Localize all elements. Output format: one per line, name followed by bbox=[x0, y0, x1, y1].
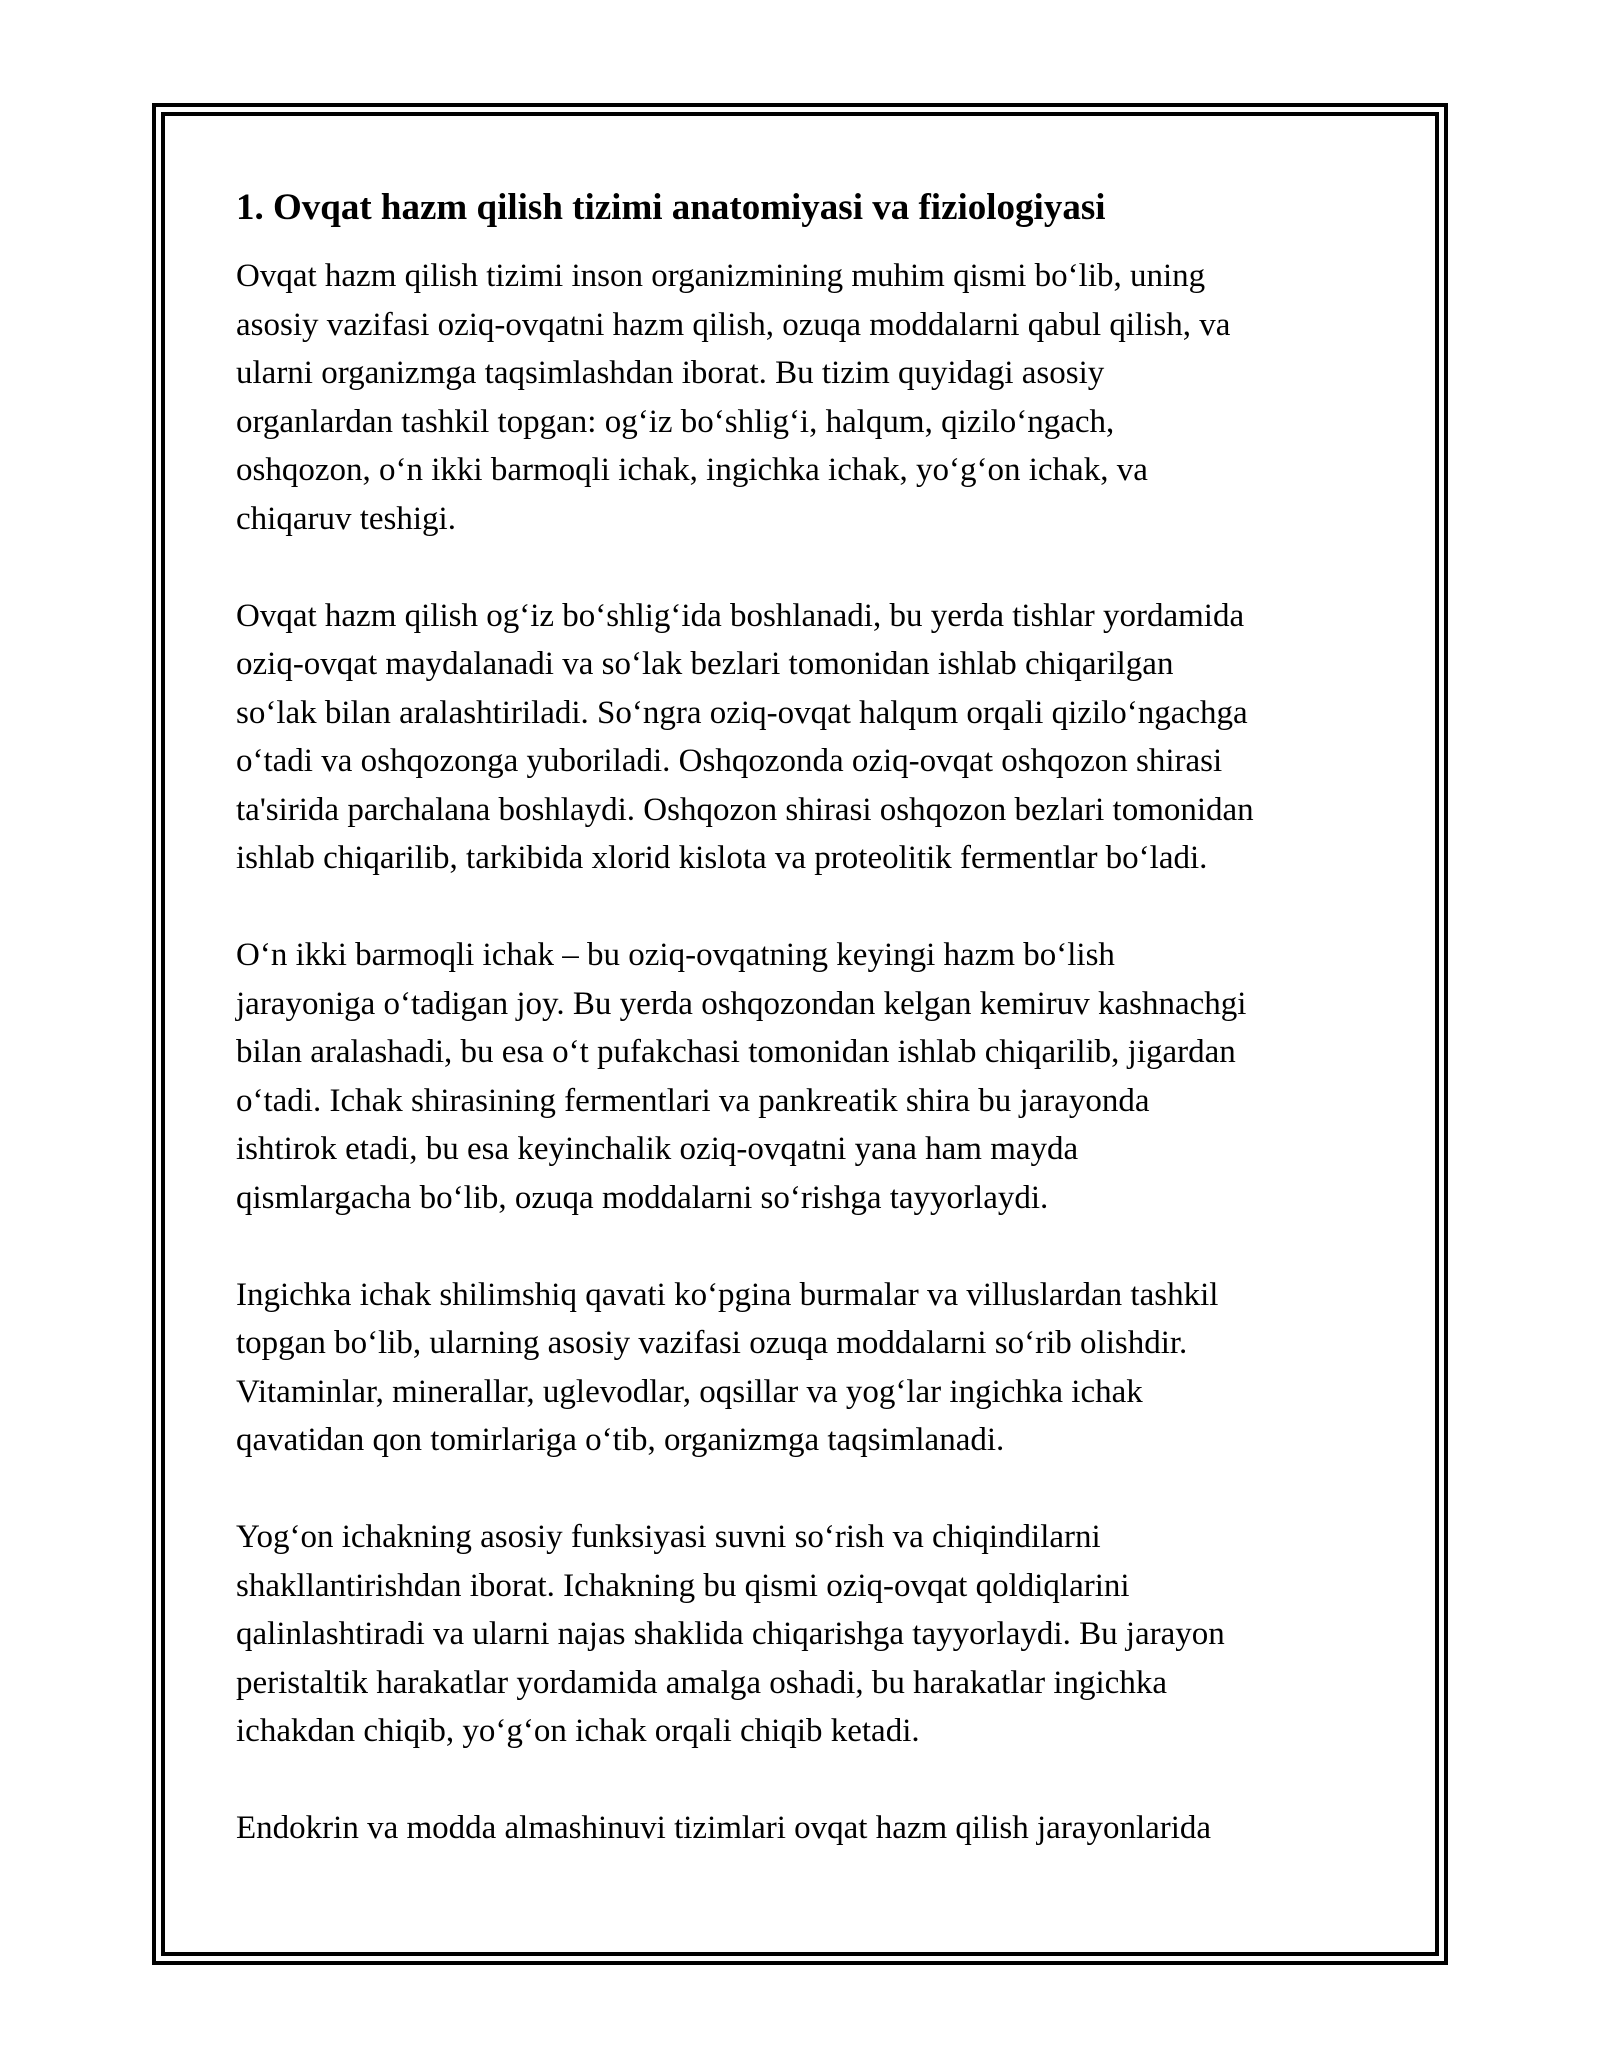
text-line: Ingichka ichak shilimshiq qavati ko‘pgina burmalar va villuslardan tashkil bbox=[236, 1276, 1219, 1313]
text-line: Vitaminlar, minerallar, uglevodlar, oqsillar va yog‘lar ingichka ichak bbox=[236, 1373, 1143, 1410]
text-line: ta'sirida parchalana boshlaydi. Oshqozon shirasi oshqozon bezlari tomonidan bbox=[236, 791, 1254, 828]
paragraph-3 bbox=[236, 931, 1386, 1222]
text-line: Endokrin va modda almashinuvi tizimlari ovqat hazm qilish jarayonlarida bbox=[236, 1810, 1212, 1846]
section-heading: 1. Ovqat hazm qilish tizimi anatomiyasi va fiziologiyasi bbox=[236, 187, 1106, 228]
text-line: o‘tadi. Ichak shirasining fermentlari va pankreatik shira bu jarayonda bbox=[236, 1082, 1150, 1119]
text-line: asosiy vazifasi oziq-ovqatni hazm qilish, ozuqa moddalarni qabul qilish, va bbox=[236, 306, 1231, 343]
paragraph-1 bbox=[236, 252, 1386, 543]
text-line: bilan aralashadi, bu esa o‘t pufakchasi tomonidan ishlab chiqarilib, jigardan bbox=[236, 1034, 1236, 1070]
text-line: ularni organizmga taqsimlashdan iborat. Bu tizim quyidagi asosiy bbox=[236, 355, 1105, 391]
document-body bbox=[236, 186, 1386, 1901]
text-line: peristaltik harakatlar yordamida amalga oshadi, bu harakatlar ingichka bbox=[236, 1664, 1167, 1701]
text-line: chiqaruv teshigi. bbox=[236, 500, 456, 537]
text-line: jarayoniga o‘tadigan joy. Bu yerda oshqozondan kelgan kemiruv kashnachgi bbox=[236, 985, 1247, 1022]
text-line: Ovqat hazm qilish tizimi inson organizmining muhim qismi bo‘lib, uning bbox=[236, 258, 1206, 294]
text-line: qismlargacha bo‘lib, ozuqa moddalarni so‘rishga tayyorlaydi. bbox=[236, 1179, 1049, 1216]
text-line: qavatidan qon tomirlariga o‘tib, organizmga taqsimlanadi. bbox=[236, 1422, 1005, 1458]
text-line: topgan bo‘lib, ularning asosiy vazifasi ozuqa moddalarni so‘rib olishdir. bbox=[236, 1325, 1188, 1361]
text-line: O‘n ikki barmoqli ichak – bu oziq-ovqatning keyingi hazm bo‘lish bbox=[236, 937, 1115, 973]
text-line: oziq-ovqat maydalanadi va so‘lak bezlari tomonidan ishlab chiqarilgan bbox=[236, 646, 1174, 682]
text-line: ichakdan chiqib, yo‘g‘on ichak orqali chiqib ketadi. bbox=[236, 1713, 920, 1749]
text-line: shakllantirishdan iborat. Ichakning bu qismi oziq-ovqat qoldiqlarini bbox=[236, 1567, 1130, 1604]
text-line: ishtirok etadi, bu esa keyinchalik oziq-ovqatni yana ham mayda bbox=[236, 1131, 1079, 1167]
text-line: Ovqat hazm qilish og‘iz bo‘shlig‘ida boshlanadi, bu yerda tishlar yordamida bbox=[236, 597, 1245, 634]
paragraph-2 bbox=[236, 592, 1386, 883]
paragraph-6 bbox=[236, 1804, 1386, 1853]
text-line: ishlab chiqarilib, tarkibida xlorid kislota va proteolitik fermentlar bo‘ladi. bbox=[236, 840, 1208, 876]
text-line: Yog‘on ichakning asosiy funksiyasi suvni so‘rish va chiqindilarni bbox=[236, 1519, 1101, 1555]
paragraph-4 bbox=[236, 1271, 1386, 1465]
text-line: organlardan tashkil topgan: og‘iz bo‘shlig‘i, halqum, qizilo‘ngach, bbox=[236, 403, 1115, 440]
text-line: o‘tadi va oshqozonga yuboriladi. Oshqozonda oziq-ovqat oshqozon shirasi bbox=[236, 743, 1223, 779]
text-line: so‘lak bilan aralashtiriladi. So‘ngra oziq-ovqat halqum orqali qizilo‘ngachga bbox=[236, 694, 1248, 731]
paragraph-5 bbox=[236, 1513, 1386, 1756]
text-line: oshqozon, o‘n ikki barmoqli ichak, ingichka ichak, yo‘g‘on ichak, va bbox=[236, 452, 1148, 488]
text-line: qalinlashtiradi va ularni najas shaklida chiqarishga tayyorlaydi. Bu jarayon bbox=[236, 1616, 1225, 1652]
